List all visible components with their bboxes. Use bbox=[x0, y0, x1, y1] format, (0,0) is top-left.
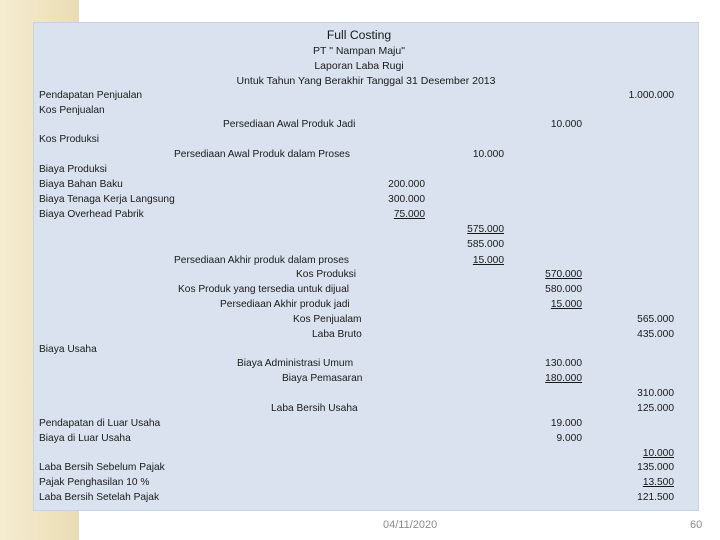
row-label: Biaya Pemasaran bbox=[282, 373, 363, 384]
row-label: Persediaan Akhir produk dalam proses bbox=[174, 255, 349, 266]
row-value: 300.000 bbox=[388, 194, 425, 205]
row-label: Biaya Overhead Pabrik bbox=[39, 209, 144, 220]
row-value: 580.000 bbox=[545, 284, 582, 295]
row-value: 130.000 bbox=[545, 358, 582, 369]
row-value: 1.000.000 bbox=[628, 90, 674, 101]
row-label: Kos Penjualan bbox=[39, 105, 105, 116]
row-value: 565.000 bbox=[637, 314, 674, 325]
row-value: 575.000 bbox=[467, 224, 504, 235]
footer-date: 04/11/2020 bbox=[383, 519, 438, 531]
row-value: 125.000 bbox=[637, 403, 674, 414]
row-label: Laba Bersih Usaha bbox=[271, 403, 358, 414]
row-label: Kos Penjualam bbox=[293, 314, 362, 325]
row-value: 13.500 bbox=[642, 477, 674, 488]
row-value: 15.000 bbox=[472, 255, 504, 266]
row-label: Laba Bruto bbox=[312, 329, 362, 340]
row-value: 10.000 bbox=[550, 119, 582, 130]
row-value: 15.000 bbox=[550, 299, 582, 310]
row-label: Kos Produksi bbox=[296, 269, 357, 280]
row-label: Biaya Usaha bbox=[39, 344, 97, 355]
row-label: Persediaan Akhir produk jadi bbox=[220, 299, 350, 310]
report-name: Laporan Laba Rugi bbox=[314, 60, 404, 72]
row-label: Biaya Tenaga Kerja Langsung bbox=[39, 194, 175, 205]
row-label: Persediaan Awal Produk Jadi bbox=[223, 119, 356, 130]
row-value: 570.000 bbox=[545, 269, 582, 280]
row-label: Laba Bersih Sebelum Pajak bbox=[39, 462, 165, 473]
row-label: Biaya Bahan Baku bbox=[39, 179, 123, 190]
row-label: Pajak Penghasilan 10 % bbox=[39, 477, 150, 488]
page-number: 60 bbox=[690, 519, 703, 531]
report-period: Untuk Tahun Yang Berakhir Tanggal 31 Desember 2013 bbox=[236, 75, 496, 87]
row-value: 585.000 bbox=[467, 239, 504, 250]
row-label: Biaya Administrasi Umum bbox=[237, 358, 354, 369]
row-label: Biaya Produksi bbox=[39, 164, 107, 175]
sheet-border bbox=[33, 22, 699, 511]
row-label: Pendapatan di Luar Usaha bbox=[39, 418, 161, 429]
row-value: 75.000 bbox=[393, 209, 425, 220]
row-label: Pendapatan Penjualan bbox=[39, 90, 143, 101]
row-label: Kos Produk yang tersedia untuk dijual bbox=[178, 284, 350, 295]
row-value: 10.000 bbox=[472, 149, 504, 160]
row-label: Biaya di Luar Usaha bbox=[39, 433, 131, 444]
row-value: 435.000 bbox=[637, 329, 674, 340]
row-label: Laba Bersih Setelah Pajak bbox=[39, 492, 160, 503]
row-label: Persediaan Awal Produk dalam Proses bbox=[174, 149, 350, 160]
row-value: 310.000 bbox=[637, 388, 674, 399]
row-value: 135.000 bbox=[637, 462, 674, 473]
statement-title: Full Costing bbox=[326, 28, 392, 42]
row-value: 19.000 bbox=[550, 418, 582, 429]
row-value: 9.000 bbox=[556, 433, 582, 444]
company-name: PT " Nampan Maju" bbox=[313, 45, 405, 57]
row-value: 200.000 bbox=[388, 179, 425, 190]
row-label: Kos Produksi bbox=[39, 134, 100, 145]
row-value: 10.000 bbox=[642, 448, 674, 459]
row-value: 180.000 bbox=[545, 373, 582, 384]
row-value: 121.500 bbox=[637, 492, 674, 503]
